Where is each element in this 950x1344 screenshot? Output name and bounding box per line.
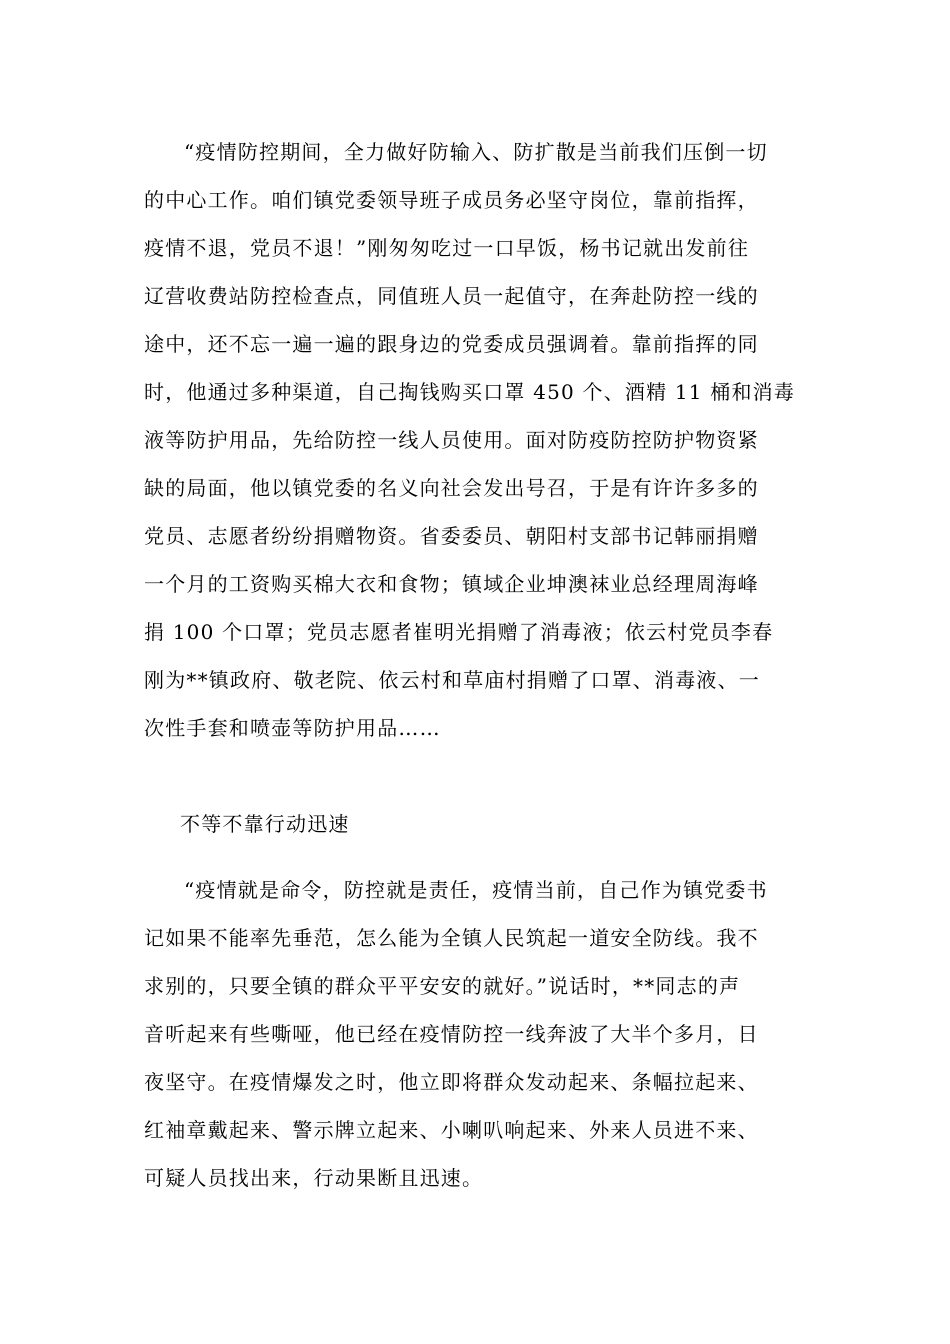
paragraph-2-line: 夜坚守。在疫情爆发之时，他立即将群众发动起来、条幅拉起来、 <box>144 1070 759 1094</box>
paragraph-2-line: 可疑人员找出来，行动果断且迅速。 <box>144 1166 484 1190</box>
paragraph-1 <box>144 128 808 752</box>
paragraph-2-line: 音听起来有些嘶哑，他已经在疫情防控一线奔波了大半个多月，日 <box>144 1022 759 1046</box>
paragraph-1-line: 辽营收费站防控检查点，同值班人员一起值守，在奔赴防控一线的 <box>144 284 759 308</box>
paragraph-2-line: 记如果不能率先垂范，怎么能为全镇人民筑起一道安全防线。我不 <box>144 926 759 950</box>
paragraph-2-line: 红袖章戴起来、警示牌立起来、小喇叭响起来、外来人员进不来、 <box>144 1118 759 1142</box>
section-heading: 不等不靠行动迅速 <box>180 812 350 836</box>
paragraph-2-line: “疫情就是命令，防控就是责任，疫情当前，自己作为镇党委书 <box>184 878 768 902</box>
paragraph-1-line: 液等防护用品，先给防控一线人员使用。面对防疫防控防护物资紧 <box>144 428 759 452</box>
paragraph-2 <box>144 866 808 1202</box>
paragraph-1-line: “疫情防控期间，全力做好防输入、防扩散是当前我们压倒一切 <box>184 140 768 164</box>
paragraph-1-line: 疫情不退，党员不退！”刚匆匆吃过一口早饭，杨书记就出发前往 <box>144 236 750 260</box>
paragraph-1-line: 党员、志愿者纷纷捐赠物资。省委委员、朝阳村支部书记韩丽捐赠 <box>144 524 759 548</box>
paragraph-1-line: 途中，还不忘一遍一遍的跟身边的党委成员强调着。靠前指挥的同 <box>144 332 759 356</box>
paragraph-1-line: 缺的局面，他以镇党委的名义向社会发出号召，于是有许许多多的 <box>144 476 759 500</box>
paragraph-2-line: 求别的，只要全镇的群众平平安安的就好。”说话时，**同志的声 <box>144 974 741 998</box>
paragraph-1-line: 捐 100 个口罩；党员志愿者崔明光捐赠了消毒液；依云村党员李春 <box>144 620 774 644</box>
paragraph-1-line: 次性手套和喷壶等防护用品…… <box>144 716 441 740</box>
paragraph-1-line: 一个月的工资购买棉大衣和食物；镇域企业坤澳袜业总经理周海峰 <box>144 572 759 596</box>
paragraph-1-line: 时，他通过多种渠道，自己掏钱购买口罩 450 个、酒精 11 桶和消毒 <box>144 380 796 404</box>
paragraph-1-line: 刚为**镇政府、敬老院、依云村和草庙村捐赠了口罩、消毒液、一 <box>144 668 760 692</box>
paragraph-1-line: 的中心工作。咱们镇党委领导班子成员务必坚守岗位，靠前指挥， <box>144 188 759 212</box>
